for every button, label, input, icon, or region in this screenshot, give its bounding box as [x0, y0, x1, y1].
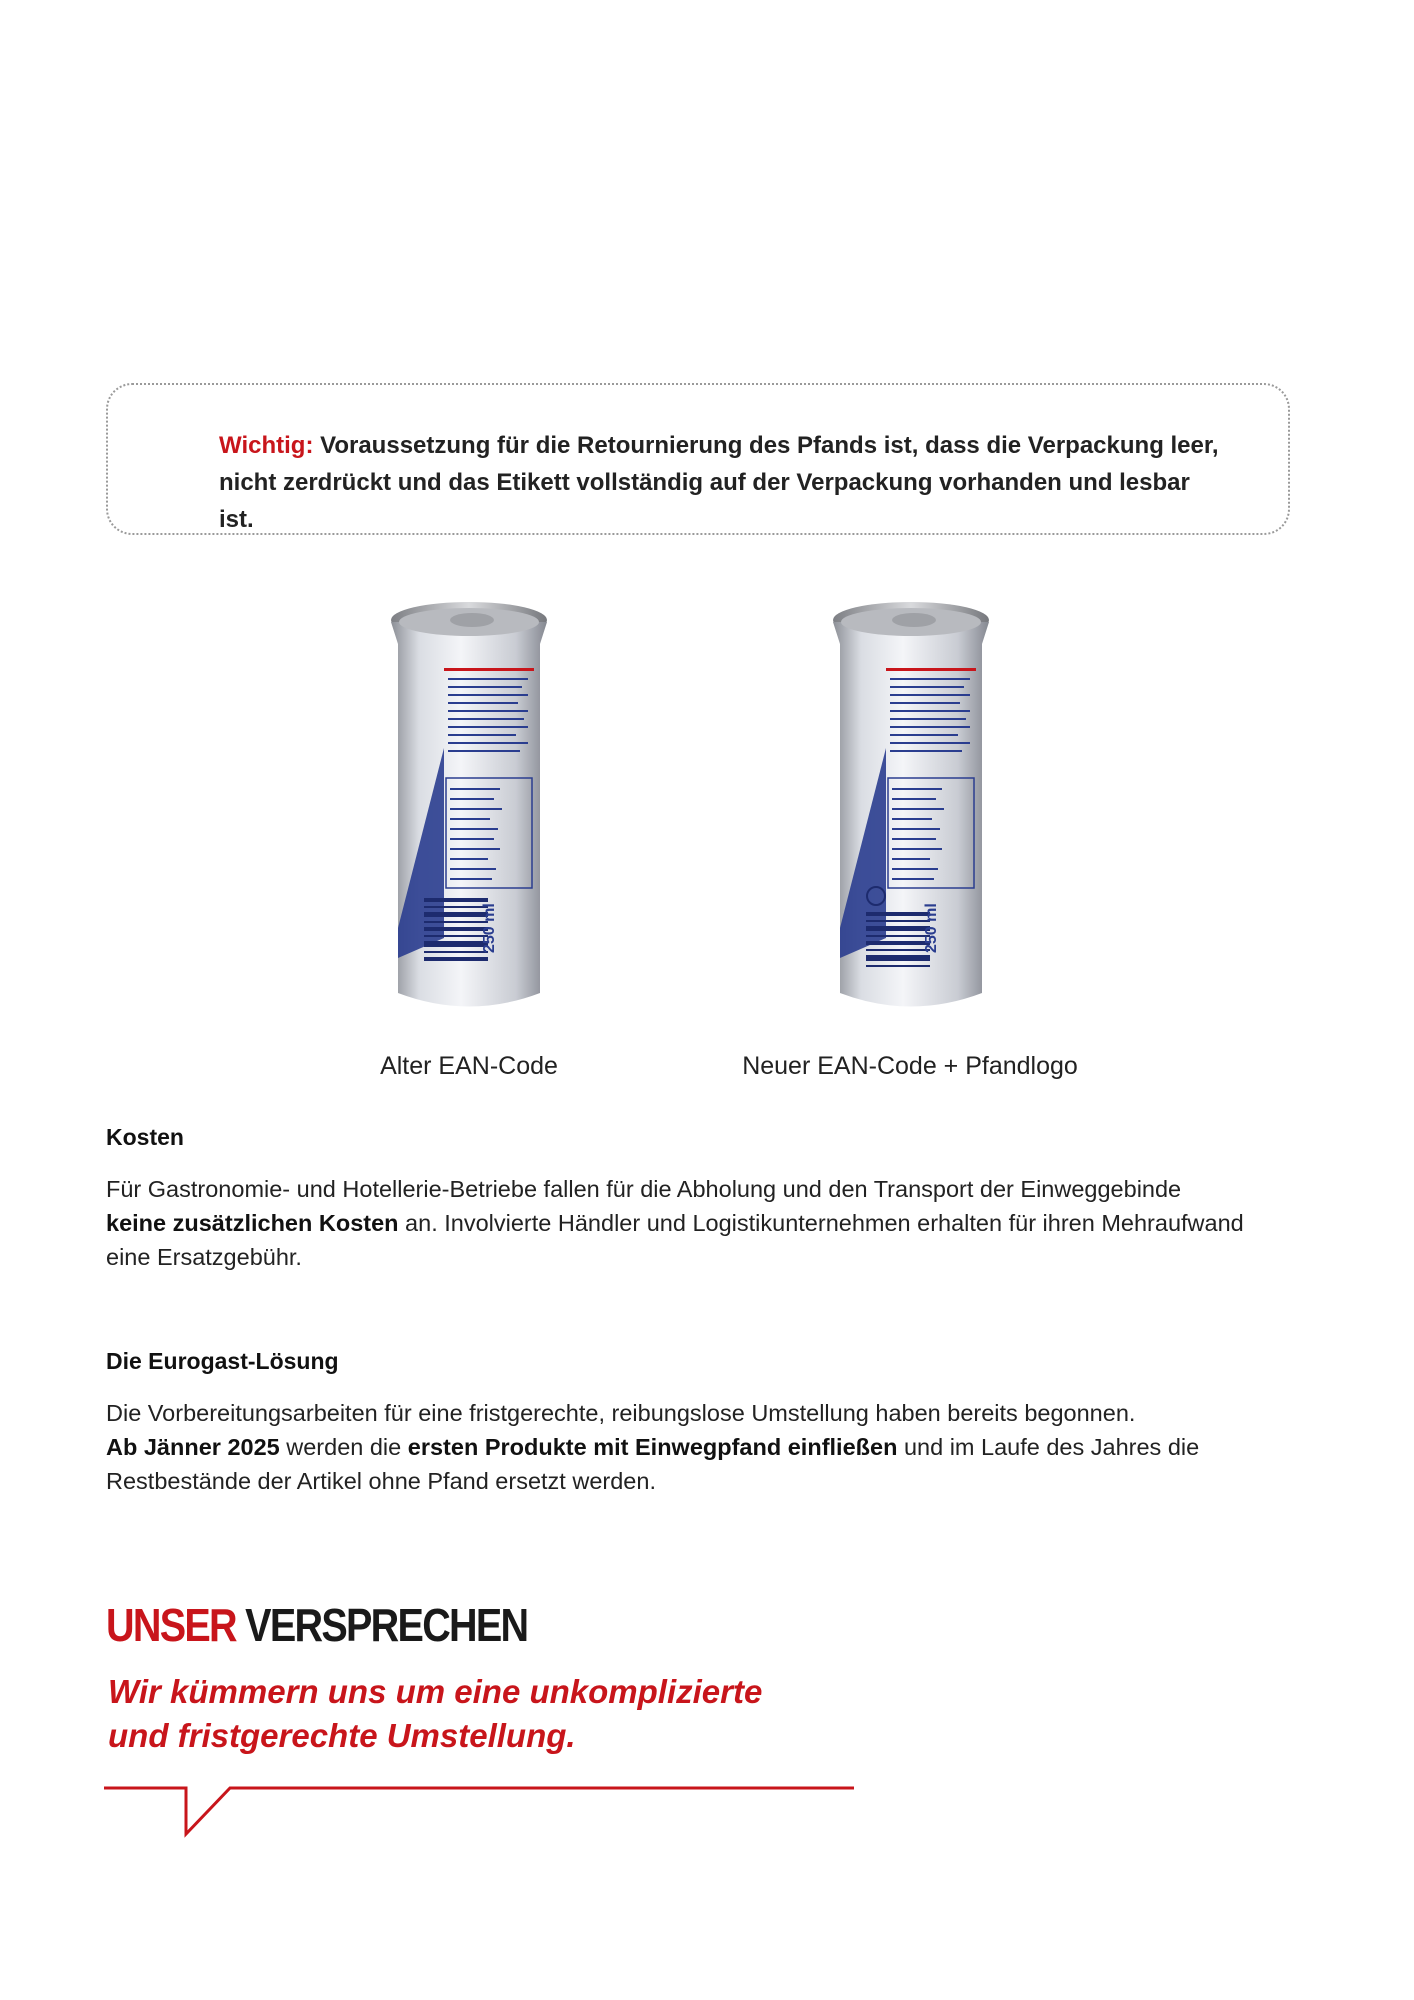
old-can-volume: 250 ml: [481, 903, 498, 953]
new-can-image: [826, 598, 996, 1028]
old-can-image: [384, 598, 554, 1028]
old-can-caption: Alter EAN-Code: [380, 1052, 558, 1080]
kosten-text-1: Für Gastronomie- und Hotellerie-Betriebe fallen für die Abholung und den Transport der Einweggebinde: [106, 1176, 1182, 1202]
eurogast-text-2: werden die: [279, 1434, 408, 1460]
promise-title-red: UNSER: [106, 1599, 236, 1651]
kosten-paragraph: [106, 1172, 1316, 1274]
kosten-bold-1: keine zusätzlichen Kosten: [106, 1210, 399, 1236]
new-can-caption: Neuer EAN-Code + Pfandlogo: [742, 1052, 1078, 1080]
promise-subtitle: [108, 1670, 908, 1758]
promise-line-2: und fristgerechte Umstellung.: [108, 1717, 576, 1754]
kosten-text-2: an. Involvierte Händler und Logistikunternehmen erhalten für ihren Mehraufwand: [398, 1210, 1244, 1236]
eurogast-text-3: und im Laufe des Jahres die: [897, 1434, 1200, 1460]
speech-bubble-line: [104, 1786, 856, 1838]
eurogast-text-1: Die Vorbereitungsarbeiten für eine fristgerechte, reibungslose Umstellung haben bereits begonnen.: [106, 1400, 1136, 1426]
eurogast-paragraph: [106, 1396, 1316, 1498]
promise-title: [106, 1598, 527, 1652]
notice-box: [106, 383, 1290, 535]
notice-text: [219, 427, 1219, 538]
new-can-volume: 250 ml: [923, 903, 940, 953]
promise-line-1: Wir kümmern uns um eine unkomplizierte: [108, 1673, 763, 1710]
eurogast-heading: Die Eurogast-Lösung: [106, 1348, 339, 1374]
eurogast-bold-1: Ab Jänner 2025: [106, 1434, 280, 1460]
notice-label: Wichtig:: [219, 432, 314, 459]
notice-line-1: Voraussetzung für die Retournierung des Pfands ist, dass die Verpackung leer,: [320, 432, 1219, 459]
eurogast-bold-2: ersten Produkte mit Einwegpfand einfließen: [407, 1434, 898, 1460]
kosten-text-3: eine Ersatzgebühr.: [106, 1244, 302, 1270]
kosten-heading: Kosten: [106, 1124, 184, 1150]
promise-title-dark: VERSPRECHEN: [245, 1599, 528, 1651]
eurogast-text-4: Restbestände der Artikel ohne Pfand ersetzt werden.: [106, 1468, 656, 1494]
notice-line-2: nicht zerdrückt und das Etikett vollständig auf der Verpackung vorhanden und lesbar ist.: [219, 469, 1190, 533]
